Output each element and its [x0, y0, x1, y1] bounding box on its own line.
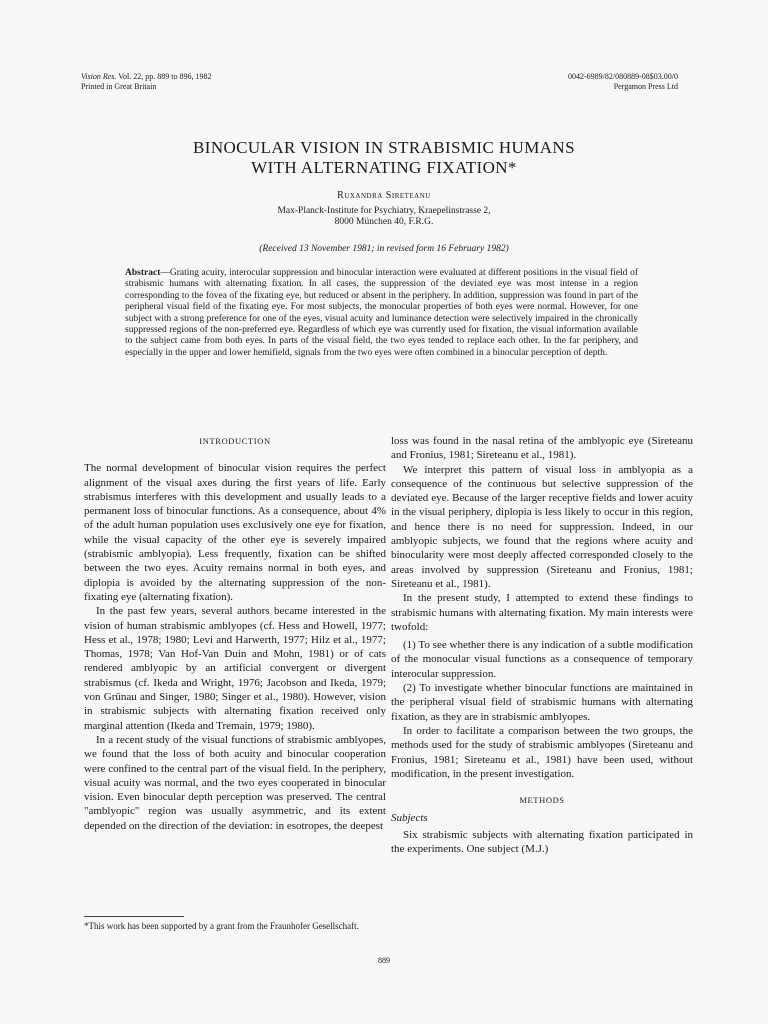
subjects-heading: Subjects — [391, 812, 428, 825]
aim-1: (1) To see whether there is any indication of a subtle modification of the monocular visual functions as a consequence of temporary interocular suppression. — [391, 639, 693, 680]
intro-paragraph-4: loss was found in the nasal retina of the amblyopic eye (Sireteanu and Fronius, 1981; Sireteanu et al., 1981). — [391, 435, 693, 462]
page-number: 889 — [378, 956, 390, 965]
right-column — [391, 434, 693, 856]
intro-paragraph-1: The normal development of binocular vision requires the perfect alignment of the visual axes during the first years of life. Early strabismus interferes with this development and usually leads to a permanent loss of binocular functions. As a consequence, about 4% of the adult human population uses exclusively one eye for fixation, while the visual capacity of the other eye is severely impaired (strabismic amblyopia). Less frequently, fixation can be shifted between the two eyes. Acuity remains normal in both eyes, and diplopia is avoided by the alternating suppression of the non-fixating eye (alternating fixation). — [84, 462, 386, 603]
title-line-2: WITH ALTERNATING FIXATION* — [251, 158, 517, 177]
publisher: Pergamon Press Ltd — [613, 82, 678, 91]
intro-paragraph-3: In a recent study of the visual functions of strabismic amblyopes, we found that the loss of both acuity and binocular cooperation were confined to the central part of the visual field. In the periphery, visual acuity was normal, and the two eyes cooperated in binocular vision. Even binocular depth perception was preserved. The central "amblyopic" region was usually asymmetric, and its extent depended on the direction of the deviation: in esotropes, the deepest — [84, 733, 386, 832]
intro-paragraph-6: In the present study, I attempted to extend these findings to strabismic humans with alternating fixation. My main interests were twofold: — [391, 592, 693, 633]
left-column — [84, 434, 386, 833]
subjects-paragraph: Six strabismic subjects with alternating fixation participated in the experiments. One subject (M.J.) — [391, 828, 693, 856]
intro-paragraph-5: We interpret this pattern of visual loss in amblyopia as a consequence of the continuous but selective suppression of the deviated eye. Because of the larger receptive fields and lower acuity in the visual periphery, diplopia is less likely to occur in this region, and hence there is no need for suppression. Indeed, in our amblyopic subjects, we found that the regions where acuity and binocularity were most deeply affected corresponded closely to the areas involved by suppression (Sireteanu and Fronius, 1981; Sireteanu et al., 1981). — [391, 463, 693, 590]
article-code: 0042-6989/82/080889-08$03.00/0 — [568, 72, 678, 81]
intro-paragraph-2: In the past few years, several authors became interested in the vision of human strabismic amblyopes (cf. Hess and Howell, 1977; Hess et al., 1978; 1980; Levi and Harwerth, 1977; Hilz et al., 1977; Thomas, 1978; Van Hof-Van Duin and Mohn, 1981) or of cats rendered amblyopic by an artificial convergent or divergent strabismus (cf. Ikeda and Wright, 1976; Jacobson and Ikeda, 1979; von Grünau and Singer, 1980; Singer et al., 1980). However, vision in strabismic subjects with alternating fixation received only marginal attention (Ikeda and Tremain, 1979; 1980). — [84, 605, 386, 732]
received-dates: (Received 13 November 1981; in revised form 16 February 1982) — [259, 244, 509, 254]
footnote-rule — [84, 916, 184, 917]
abstract-text: —Grating acuity, interocular suppression and binocular interaction were evaluated at different positions in the visual field of strabismic humans with alternating fixation. In all cases, the suppression of the deviated eye was most intense in a region corresponding to the fovea of the fixating eye, but reduced or absent in the periphery. In addition, suppression was found in part of the peripheral visual field of the fixating eye. For most subjects, the monocular properties of both eyes were normal. However, for one subject with a strong preference for one of the eyes, visual acuity and luminance detection were selectively impaired in the chronically suppressed regions of the non-preferred eye. Regardless of which eye was currently used for fixation, the visual information available to the subject came from both eyes. In parts of the visual field, the two eyes tended to replace each other. In the far periphery, and especially in the upper and lower hemifield, signals from the two eyes were often combined in a binocular perception of depth. — [125, 268, 638, 358]
author: Ruxandra Sireteanu — [337, 190, 431, 201]
journal-citation — [81, 72, 211, 92]
publisher-info — [568, 72, 678, 92]
abstract — [125, 268, 638, 359]
affiliation — [0, 206, 768, 228]
introduction-heading: INTRODUCTION — [199, 436, 271, 446]
journal-volume: Vol. 22, pp. 889 to 896, 1982 — [118, 72, 212, 81]
footnote: *This work has been supported by a grant from the Fraunhofer Gesellschaft. — [84, 921, 359, 931]
methods-heading: METHODS — [519, 795, 565, 806]
intro-paragraph-7: In order to facilitate a comparison between the two groups, the methods used for the study of strabismic amblyopes (Sireteanu and Fronius, 1981; Sireteanu et al., 1981) have been used, without modification, in the present investigation. — [391, 724, 693, 780]
abstract-label: Abstract — [125, 268, 161, 278]
title-line-1: BINOCULAR VISION IN STRABISMIC HUMANS — [193, 138, 575, 157]
affiliation-line-1: Max-Planck-Institute for Psychiatry, Kraepelinstrasse 2, — [277, 206, 491, 216]
affiliation-line-2: 8000 München 40, F.R.G. — [334, 217, 434, 227]
journal-name: Vision Res. — [81, 72, 117, 81]
article-title — [0, 138, 768, 178]
aim-2: (2) To investigate whether binocular functions are maintained in the peripheral visual field of strabismic humans with alternating fixation, as they are in strabismic amblyopes. — [391, 682, 693, 723]
printed-in: Printed in Great Britain — [81, 82, 157, 91]
